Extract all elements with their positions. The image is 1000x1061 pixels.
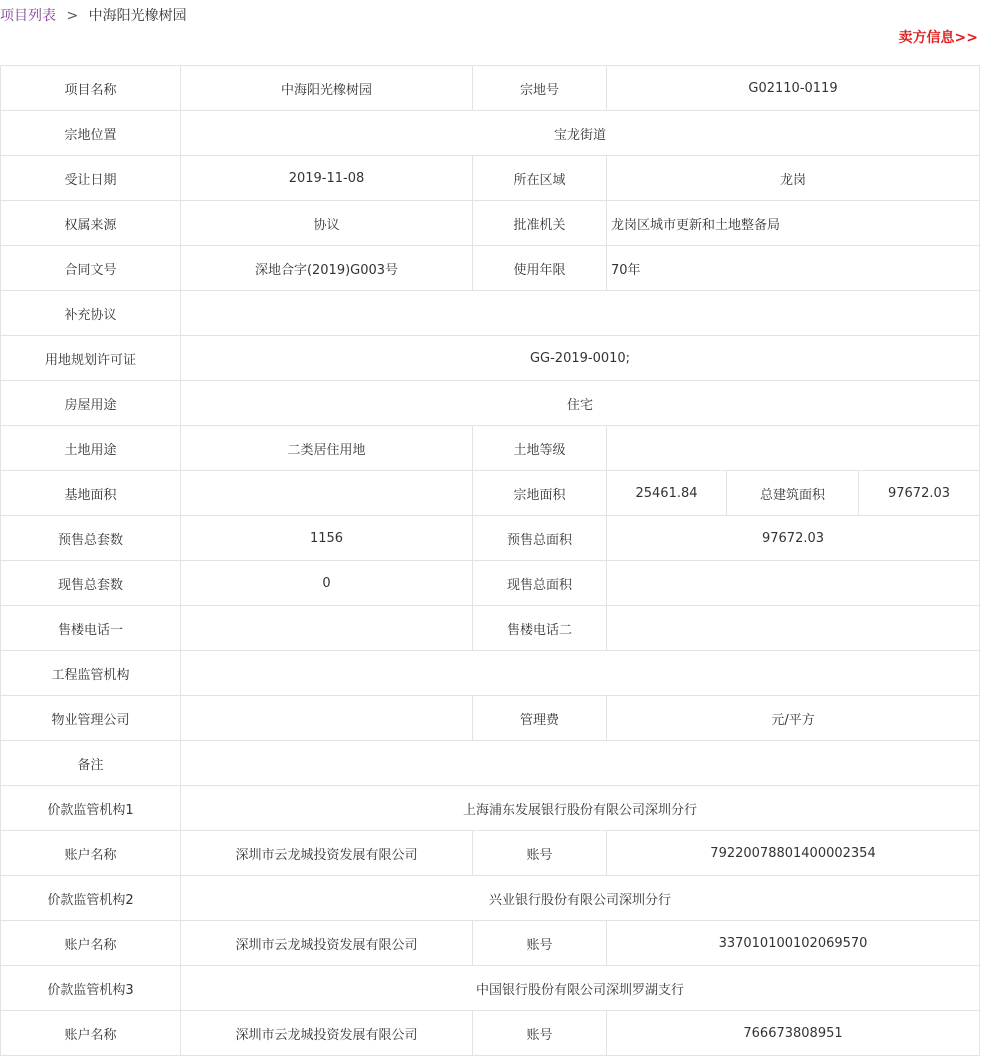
label-usage-years: 使用年限 [473,246,607,291]
value-property-company [181,696,473,741]
label-property-company: 物业管理公司 [1,696,181,741]
value-account-name-1: 深圳市云龙城投资发展有限公司 [181,831,473,876]
label-account-name-3: 账户名称 [1,1011,181,1056]
label-remarks: 备注 [1,741,181,786]
label-fund-supervisor-2: 价款监管机构2 [1,876,181,921]
table-row [1,246,980,291]
label-parcel-location: 宗地位置 [1,111,181,156]
table-row [1,156,980,201]
table-row [1,291,980,336]
table-row [1,471,980,516]
label-spot-units: 现售总套数 [1,561,181,606]
label-management-fee: 管理费 [473,696,607,741]
table-row [1,1011,980,1056]
table-row [1,696,980,741]
label-base-area: 基地面积 [1,471,181,516]
label-presale-units: 预售总套数 [1,516,181,561]
table-row [1,651,980,696]
value-approval-authority: 龙岗区城市更新和土地整备局 [607,201,980,246]
value-land-grade [607,426,980,471]
value-ownership-source: 协议 [181,201,473,246]
breadcrumb-separator: > [66,8,79,24]
value-land-planning-permit: GG-2019-0010; [181,336,980,381]
label-district: 所在区域 [473,156,607,201]
label-account-name-1: 账户名称 [1,831,181,876]
value-fund-supervisor-2: 兴业银行股份有限公司深圳分行 [181,876,980,921]
table-row [1,426,980,471]
table-row [1,606,980,651]
value-account-name-2: 深圳市云龙城投资发展有限公司 [181,921,473,966]
value-base-area [181,471,473,516]
value-fund-supervisor-1: 上海浦东发展银行股份有限公司深圳分行 [181,786,980,831]
value-total-floor-area: 97672.03 [859,471,980,516]
value-fund-supervisor-3: 中国银行股份有限公司深圳罗湖支行 [181,966,980,1011]
value-parcel-no: G02110-0119 [607,66,980,111]
value-sales-phone-2 [607,606,980,651]
label-ownership-source: 权属来源 [1,201,181,246]
value-remarks [181,741,980,786]
table-row [1,921,980,966]
label-parcel-no: 宗地号 [473,66,607,111]
label-account-no-1: 账号 [473,831,607,876]
value-presale-units: 1156 [181,516,473,561]
seller-info-link[interactable]: 卖方信息>> [898,30,978,46]
value-account-no-2: 337010100102069570 [607,921,980,966]
value-account-no-1: 79220078801400002354 [607,831,980,876]
value-parcel-area: 25461.84 [607,471,727,516]
table-row [1,786,980,831]
value-account-name-3: 深圳市云龙城投资发展有限公司 [181,1011,473,1056]
value-account-no-3: 766673808951 [607,1011,980,1056]
value-spot-area [607,561,980,606]
label-presale-area: 预售总面积 [473,516,607,561]
label-account-no-2: 账号 [473,921,607,966]
table-row [1,516,980,561]
label-fund-supervisor-1: 价款监管机构1 [1,786,181,831]
table-row [1,336,980,381]
value-housing-use: 住宅 [181,381,980,426]
value-land-use: 二类居住用地 [181,426,473,471]
label-land-use: 土地用途 [1,426,181,471]
breadcrumb [0,5,187,25]
label-sales-phone-2: 售楼电话二 [473,606,607,651]
value-transfer-date: 2019-11-08 [181,156,473,201]
table-row [1,741,980,786]
label-account-name-2: 账户名称 [1,921,181,966]
value-usage-years: 70年 [607,246,980,291]
label-fund-supervisor-3: 价款监管机构3 [1,966,181,1011]
table-row [1,201,980,246]
breadcrumb-current: 中海阳光橡树园 [88,8,187,24]
value-project-name: 中海阳光橡树园 [181,66,473,111]
value-contract-no: 深地合字(2019)G003号 [181,246,473,291]
label-total-floor-area: 总建筑面积 [727,471,859,516]
value-management-fee: 元/平方 [607,696,980,741]
label-approval-authority: 批准机关 [473,201,607,246]
label-supplementary-agreement: 补充协议 [1,291,181,336]
value-engineering-supervisor [181,651,980,696]
label-housing-use: 房屋用途 [1,381,181,426]
value-spot-units: 0 [181,561,473,606]
table-row [1,66,980,111]
table-row [1,876,980,921]
value-sales-phone-1 [181,606,473,651]
label-contract-no: 合同文号 [1,246,181,291]
table-row [1,111,980,156]
project-info-table [0,65,980,1056]
breadcrumb-project-list-link[interactable]: 项目列表 [0,8,56,24]
table-row [1,561,980,606]
label-engineering-supervisor: 工程监管机构 [1,651,181,696]
label-transfer-date: 受让日期 [1,156,181,201]
label-project-name: 项目名称 [1,66,181,111]
label-spot-area: 现售总面积 [473,561,607,606]
table-row [1,831,980,876]
table-row [1,966,980,1011]
value-district: 龙岗 [607,156,980,201]
label-account-no-3: 账号 [473,1011,607,1056]
value-presale-area: 97672.03 [607,516,980,561]
label-land-planning-permit: 用地规划许可证 [1,336,181,381]
value-parcel-location: 宝龙街道 [181,111,980,156]
label-parcel-area: 宗地面积 [473,471,607,516]
label-sales-phone-1: 售楼电话一 [1,606,181,651]
label-land-grade: 土地等级 [473,426,607,471]
table-row [1,381,980,426]
value-supplementary-agreement [181,291,980,336]
